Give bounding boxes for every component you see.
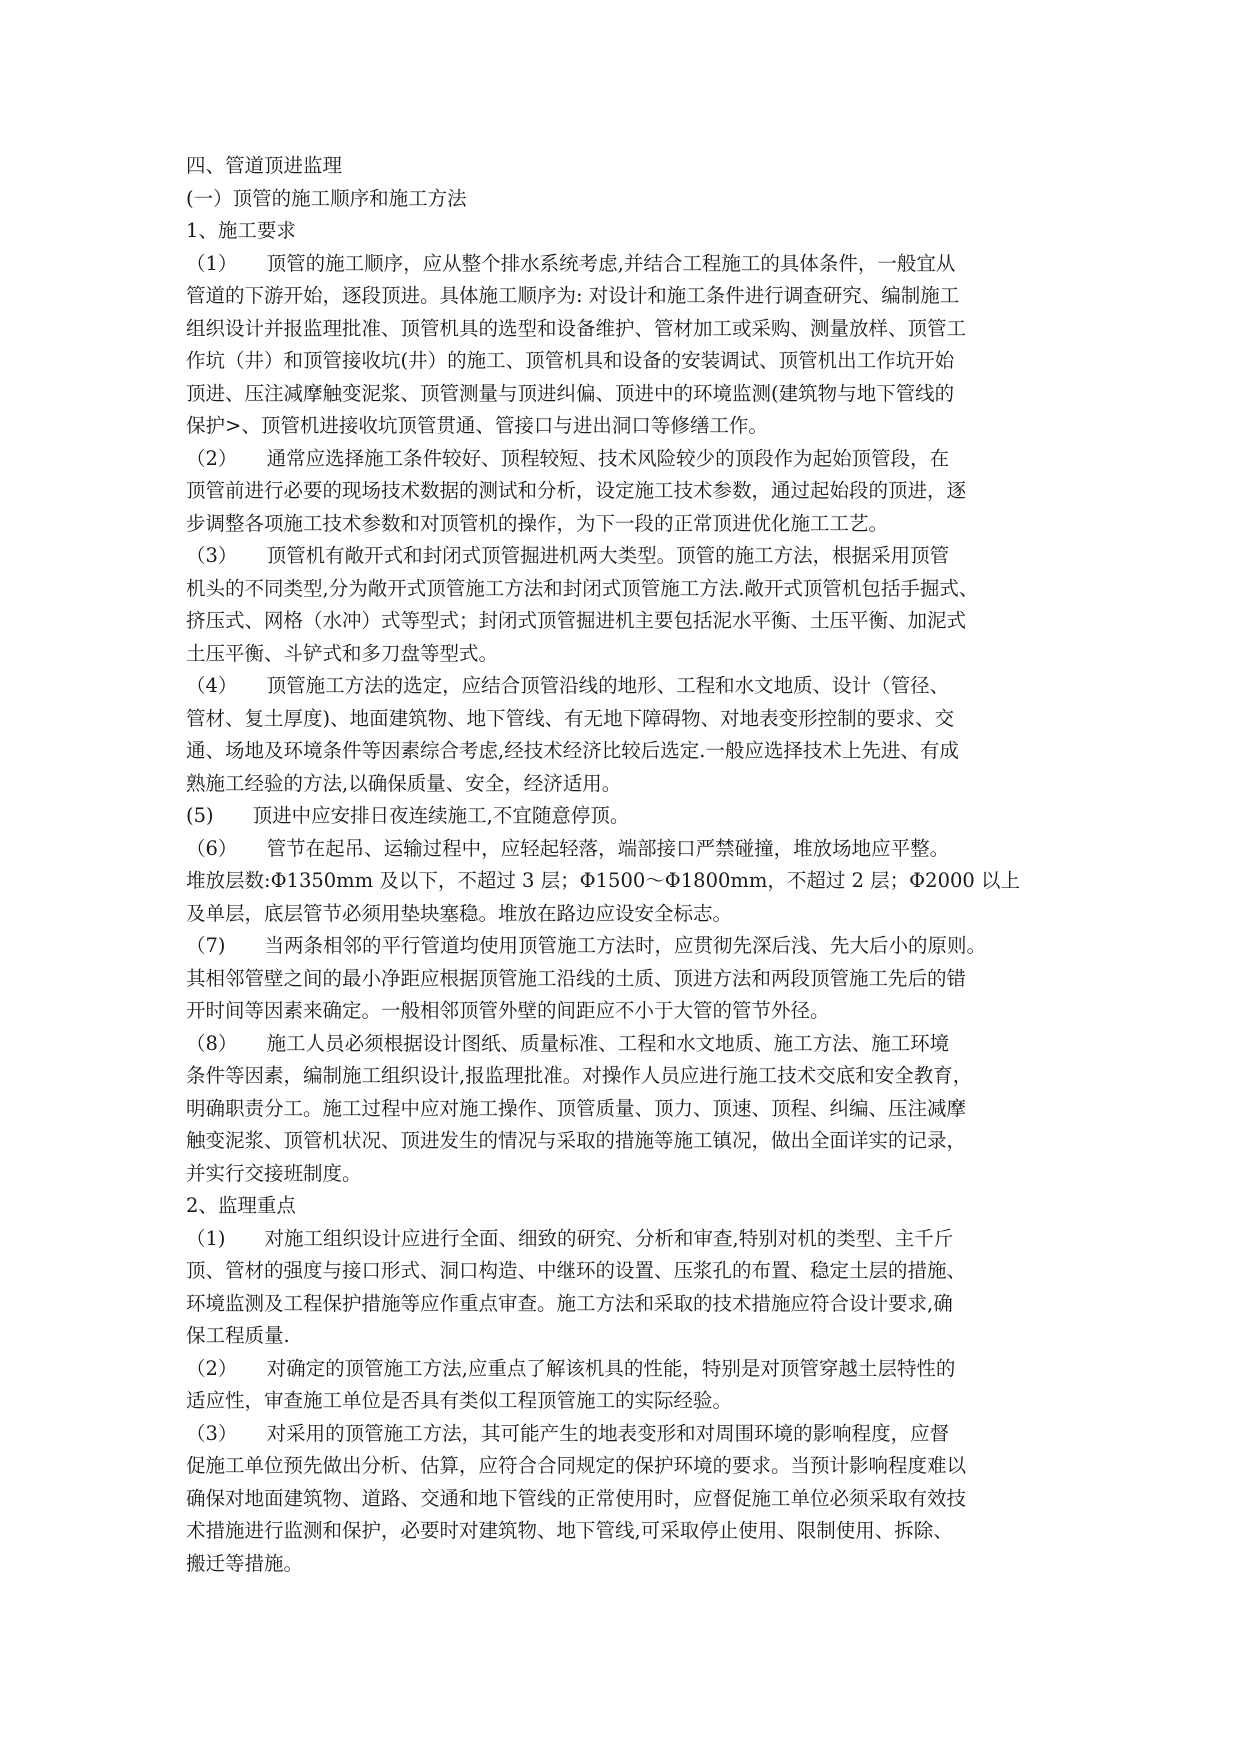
text-line: 保工程质量. [186, 1324, 290, 1347]
text-line: 明确职责分工。施工过程中应对施工操作、顶管质量、顶力、顶速、顶程、纠编、压注减摩 [186, 1096, 967, 1120]
text-line: 其相邻管壁之间的最小净距应根据顶管施工沿线的土质、顶进方法和两段顶管施工先后的错 [186, 966, 967, 990]
text-line: 堆放层数:Φ1350mm 及以下，不超过 3 层；Φ1500～Φ1800mm，不超过 2 层；Φ2000 以上 [186, 869, 1020, 892]
text-line: （6） 管节在起吊、运输过程中，应轻起轻落，端部接口严禁碰撞，堆放场地应平整。 [186, 836, 950, 860]
text-line: 挤压式、网格（水冲）式等型式；封闭式顶管掘进机主要包括泥水平衡、土压平衡、加泥式 [186, 609, 967, 632]
text-line: （7) 当两条相邻的平行管道均使用顶管施工方法时，应贯彻先深后浅、先大后小的原则。 [186, 934, 987, 957]
text-line: 术措施进行监测和保护，必要时对建筑物、地下管线,可采取停止使用、限制使用、拆除、 [186, 1519, 953, 1542]
text-line: 及单层，底层管节必须用垫块塞稳。堆放在路边应设安全标志。 [186, 901, 733, 925]
text-line: 搬迁等措施。 [186, 1551, 304, 1575]
section-heading: 四、管道顶进监理 [186, 154, 343, 177]
text-line: （3） 对采用的顶管施工方法，其可能产生的地表变形和对周围环境的影响程度，应督 [186, 1421, 950, 1445]
text-line: 促施工单位预先做出分析、估算，应符合合同规定的保护环境的要求。当预计影响程度难以 [186, 1454, 967, 1477]
text-line: (5) 顶进中应安排日夜连续施工,不宜随意停顶。 [186, 804, 630, 827]
item-heading: 2、监理重点 [186, 1194, 296, 1217]
text-line: 触变泥浆、顶管机状况、顶进发生的情况与采取的措施等施工镇况，做出全面详实的记录， [186, 1129, 967, 1152]
text-line: （2） 对确定的顶管施工方法,应重点了解该机具的性能，特别是对顶管穿越土层特性的 [186, 1356, 956, 1380]
text-line: 顶、管材的强度与接口形式、洞口构造、中继环的设置、压浆孔的布置、稳定土层的措施、 [186, 1259, 967, 1282]
text-line: 管道的下游开始，逐段顶进。具体施工顺序为: 对设计和施工条件进行调查研究、编制施工 [186, 284, 960, 307]
text-line: 土压平衡、斗铲式和多刀盘等型式。 [186, 641, 499, 665]
text-line: 开时间等因素来确定。一般相邻顶管外壁的间距应不小于大管的管节外径。 [186, 999, 830, 1022]
text-line: （1) 对施工组织设计应进行全面、细致的研究、分析和审查,特别对机的类型、主千斤 [186, 1226, 954, 1250]
text-line: 熟施工经验的方法,以确保质量、安全，经济适用。 [186, 771, 622, 795]
text-line: 保护>、顶管机进接收坑顶管贯通、管接口与进出洞口等修缮工作。 [186, 414, 768, 437]
text-line: 确保对地面建筑物、道路、交通和地下管线的正常使用时，应督促施工单位必须采取有效技 [186, 1486, 967, 1510]
text-line: （4） 顶管施工方法的选定，应结合顶管沿线的地形、工程和水文地质、设计（管径、 [186, 674, 950, 697]
subsection-heading: (一）顶管的施工顺序和施工方法 [186, 186, 467, 210]
text-line: 顶管前进行必要的现场技术数据的测试和分析，设定施工技术参数，通过起始段的顶进，逐 [186, 479, 967, 502]
text-line: 通、场地及环境条件等因素综合考虑,经技术经济比较后选定.一般应选择技术上先进、有成 [186, 739, 959, 762]
text-line: （1） 顶管的施工顺序，应从整个排水系统考虑,并结合工程施工的具体条件，一般宜从 [186, 251, 956, 275]
text-line: 条件等因素，编制施工组织设计,报监理批准。对操作人员应进行施工技术交底和安全教育， [186, 1064, 973, 1087]
text-line: 步调整各项施工技术参数和对顶管机的操作，为下一段的正常顶进优化施工工艺。 [186, 511, 889, 535]
text-line: 作坑（井）和顶管接收坑(井）的施工、顶管机具和设备的安装调试、顶管机出工作坑开始 [186, 349, 955, 372]
text-line: 顶进、压注减摩触变泥浆、顶管测量与顶进纠偏、顶进中的环境监测(建筑物与地下管线的 [186, 381, 955, 405]
item-heading: 1、施工要求 [186, 219, 296, 242]
text-line: 环境监测及工程保护措施等应作重点审查。施工方法和采取的技术措施应符合设计要求,确 [186, 1291, 953, 1315]
text-line: 适应性，审查施工单位是否具有类似工程顶管施工的实际经验。 [186, 1389, 733, 1412]
text-line: （2） 通常应选择施工条件较好、顶程较短、技术风险较少的顶段作为起始顶管段，在 [186, 446, 950, 470]
text-line: 机头的不同类型,分为敞开式顶管施工方法和封闭式顶管施工方法.敞开式顶管机包括手掘式、 [186, 576, 979, 600]
text-line: 管材、复土厚度)、地面建筑物、地下管线、有无地下障碍物、对地表变形控制的要求、交 [186, 706, 955, 730]
text-line: （8） 施工人员必须根据设计图纸、质量标准、工程和水文地质、施工方法、施工环境 [186, 1031, 950, 1055]
text-line: 并实行交接班制度。 [186, 1161, 362, 1185]
text-line: 组织设计并报监理批准、顶管机具的选型和设备维护、管材加工或采购、测量放样、顶管工 [186, 316, 967, 340]
document-body [186, 150, 1086, 1580]
text-line: （3） 顶管机有敞开式和封闭式顶管掘进机两大类型。顶管的施工方法，根据采用顶管 [186, 544, 950, 567]
